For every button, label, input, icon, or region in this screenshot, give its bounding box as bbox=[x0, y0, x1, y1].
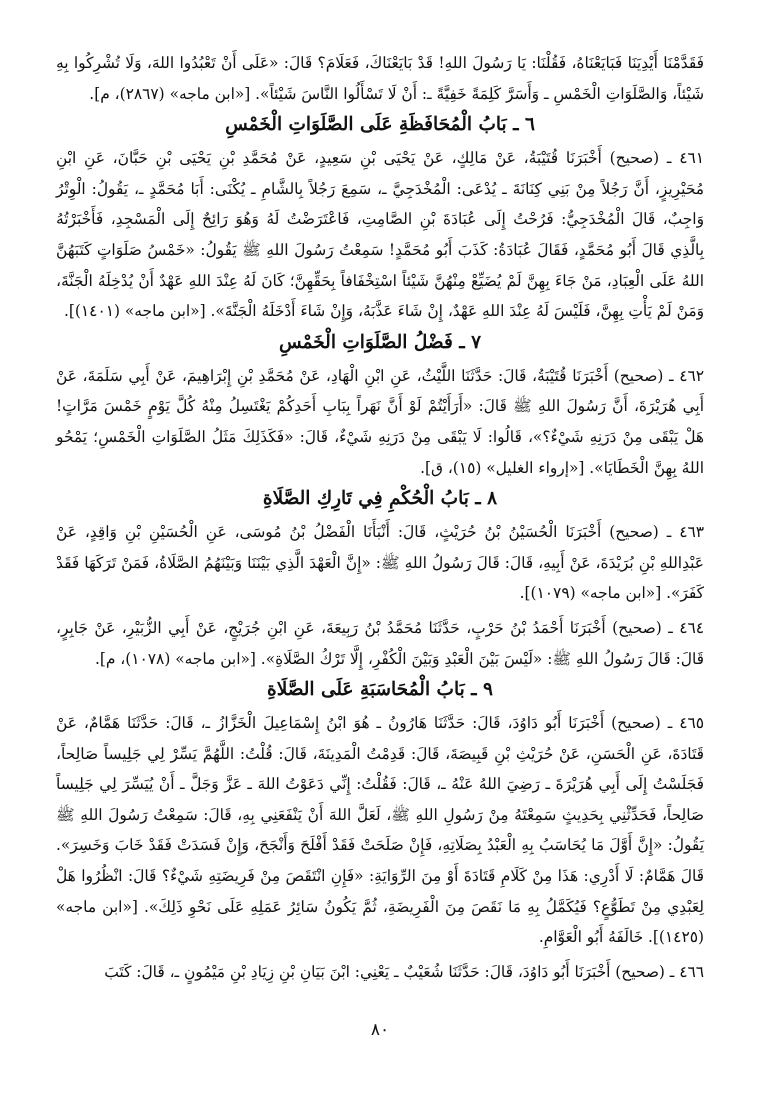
chapter-7-heading: ٧ ـ فَضْلُ الصَّلَوَاتِ الْخَمْسِ bbox=[278, 331, 482, 353]
chapter-8-heading: ٨ ـ بَابُ الْحُكْمِ فِي تَارِكِ الصَّلَاةِ bbox=[262, 488, 498, 510]
text-column bbox=[56, 48, 704, 987]
hadith-464: ٤٦٤ ـ (صحيح) أَخْبَرَنَا أَحْمَدُ بْنُ حَرْبٍ، حَدَّثَنَا مُحَمَّدُ بْنُ رَبِيعَةَ، عَنِ ابْنِ جُرَيْجٍ، عَنْ أَبِي الزُّبَيْرِ، عَنْ جَابِرٍ، قَالَ: قَالَ رَسُولُ اللهِ ﷺ: «لَيْسَ بَيْنَ الْعَبْدِ وَبَيْنَ الْكُفْرِ، إِلَّا تَرْكُ الصَّلَاةِ». [«ابن ماجه» (١٠٧٨)، م]. bbox=[56, 618, 704, 668]
hadith-461: ٤٦١ ـ (صحيح) أَخْبَرَنَا قُتَيْبَةُ، عَنْ مَالِكٍ، عَنْ يَحْيَى بْنِ سَعِيدٍ، عَنْ مُحَمَّدِ بْنِ يَحْيَى بْنِ حَبَّانَ، عَنِ ابْنِ مُحَيْرِيزٍ، أَنَّ رَجُلاً مِنْ بَنِي كِنَانَةَ ـ يُدْعَى: الْمُخْدَجِيَّ ـ، سَمِعَ رَجُلاً بِالشَّامِ ـ يُكْنَى: أَبَا مُحَمَّدٍ ـ، يَقُولُ: الْوِتْرُ وَاجِبٌ، قَالَ الْمُخْدَجِيُّ: فَرُحْتُ إِلَى عُبَادَةَ بْنِ الصَّامِتِ، فَاعْتَرَضْتُ لَهُ وَهُوَ رَائِحٌ إِلَى الْمَسْجِدِ، فَأَخْبَرْتُهُ بِالَّذِي قَالَ أَبُو مُحَمَّدٍ، فَقَالَ عُبَادَةُ: كَذَبَ أَبُو مُحَمَّدٍ! سَمِعْتُ رَسُولَ اللهِ ﷺ يَقُولُ: «خَمْسُ صَلَوَاتٍ كَتَبَهُنَّ اللهُ عَلَى الْعِبَادِ، مَنْ جَاءَ بِهِنَّ لَمْ يُضَيِّعْ مِنْهُنَّ شَيْئاً اسْتِخْفَافاً بِحَقِّهِنَّ؛ كَانَ لَهُ عِنْدَ اللهِ عَهْدٌ أَنْ يُدْخِلَهُ الْجَنَّةَ، وَمَنْ لَمْ يَأْتِ بِهِنَّ، فَلَيْسَ لَهُ عِنْدَ اللهِ عَهْدٌ، إِنْ شَاءَ عَذَّبَهُ، وَإِنْ شَاءَ أَدْخَلَهُ الْجَنَّةَ». [«ابن ماجه» (١٤٠١)]. bbox=[56, 149, 704, 321]
hadith-462: ٤٦٢ ـ (صحيح) أَخْبَرَنَا قُتَيْبَةُ، قَالَ: حَدَّثَنَا اللَّيْثُ، عَنِ ابْنِ الْهَادِ، عَنْ مُحَمَّدِ بْنِ إِبْرَاهِيمَ، عَنْ أَبِي سَلَمَةَ، عَنْ أَبِي هُرَيْرَةَ، أَنَّ رَسُولَ اللهِ ﷺ قَالَ: «أَرَأَيْتُمْ لَوْ أَنَّ نَهَراً بِبَابِ أَحَدِكُمْ يَغْتَسِلُ مِنْهُ كُلَّ يَوْمٍ خَمْسَ مَرَّاتٍ! هَلْ يَبْقَى مِنْ دَرَنِهِ شَيْءٌ؟»، قَالُوا: لَا يَبْقَى مِنْ دَرَنِهِ شَيْءٌ، قَالَ: «فَكَذَلِكَ مَثَلُ الصَّلَوَاتِ الْخَمْسِ؛ يَمْحُو اللهُ بِهِنَّ الْخَطَايَا». [«إرواء الغليل» (١٥)، ق]. bbox=[56, 366, 704, 477]
chapter-9-heading: ٩ ـ بَابُ الْمُحَاسَبَةِ عَلَى الصَّلَاةِ bbox=[267, 679, 493, 701]
hadith-466-start: ٤٦٦ ـ (صحيح) أَخْبَرَنَا أَبُو دَاوُدَ، قَالَ: حَدَّثَنَا شُعَيْبٌ ـ يَعْنِي: ابْنَ بَيَانِ بْنِ زِيَادِ بْنِ مَيْمُونٍ ـ، قَالَ: كَتَبَ bbox=[104, 962, 704, 981]
hadith-465: ٤٦٥ ـ (صحيح) أَخْبَرَنَا أَبُو دَاوُدَ، قَالَ: حَدَّثَنَا هَارُونُ ـ هُوَ ابْنُ إِسْمَاعِيلَ الْخَزَّازُ ـ، قَالَ: حَدَّثَنَا هَمَّامٌ، عَنْ قَتَادَةَ، عَنِ الْحَسَنِ، عَنْ حُرَيْثِ بْنِ قَبِيصَةَ، قَالَ: قَدِمْتُ الْمَدِينَةَ، قَالَ: قُلْتُ: اللَّهُمَّ يَسِّرْ لِي جَلِيساً صَالِحاً، فَجَلَسْتُ إِلَى أَبِي هُرَيْرَةَ ـ رَضِيَ اللهُ عَنْهُ ـ، قَالَ: فَقُلْتُ: إِنِّي دَعَوْتُ اللهَ ـ عَزَّ وَجَلَّ ـ أَنْ يُيَسِّرَ لِي جَلِيساً صَالِحاً، فَحَدِّثْنِي بِحَدِيثٍ سَمِعْتَهُ مِنْ رَسُولِ اللهِ ﷺ، لَعَلَّ اللهَ أَنْ يَنْفَعَنِي بِهِ، قَالَ: سَمِعْتُ رَسُولَ اللهِ ﷺ يَقُولُ: «إِنَّ أَوَّلَ مَا يُحَاسَبُ بِهِ الْعَبْدُ بِصَلَاتِهِ، فَإِنْ صَلَحَتْ فَقَدْ أَفْلَحَ وَأَنْجَحَ، وَإِنْ فَسَدَتْ فَقَدْ خَابَ وَخَسِرَ». قَالَ هَمَّامٌ: لَا أَدْرِي: هَذَا مِنْ كَلَامِ قَتَادَةَ أَوْ مِنَ الرِّوَايَةِ: «فَإِنِ انْتَقَصَ مِنْ فَرِيضَتِهِ شَيْءٌ؟ قَالَ: انْظُرُوا هَلْ لِعَبْدِي مِنْ تَطَوُّعٍ؟ فَيُكَمَّلُ بِهِ مَا نَقَصَ مِنَ الْفَرِيضَةِ، ثُمَّ يَكُونُ سَائِرُ عَمَلِهِ عَلَى نَحْوِ ذَلِكَ». [«ابن ماجه» (١٤٢٥)]. خَالَفَهُ أَبُو الْعَوَّامِ. bbox=[56, 714, 704, 947]
hadith-460-tail: فَقَدَّمْنَا أَيْدِيَنَا فَبَايَعْنَاهُ، فَقُلْنَا: يَا رَسُولَ اللهِ! قَدْ بَايَعْنَاكَ، فَعَلَامَ؟ قَالَ: «عَلَى أَنْ تَعْبُدُوا اللهَ، وَلَا تُشْرِكُوا بِهِ شَيْئاً، وَالصَّلَوَاتِ الْخَمْسِ ـ وَأَسَرَّ كَلِمَةً خَفِيَّةً ـ: أَنْ لَا تَسْأَلُوا النَّاسَ شَيْئاً». [«ابن ماجه» (٢٨٦٧)، م]. bbox=[56, 54, 704, 103]
hadith-463: ٤٦٣ ـ (صحيح) أَخْبَرَنَا الْحُسَيْنُ بْنُ حُرَيْثٍ، قَالَ: أَنْبَأَنَا الْفَضْلُ بْنُ مُوسَى، عَنِ الْحُسَيْنِ بْنِ وَاقِدٍ، عَنْ عَبْدِاللهِ بْنِ بُرَيْدَةَ، عَنْ أَبِيهِ، قَالَ: قَالَ رَسُولُ اللهِ ﷺ: «إِنَّ الْعَهْدَ الَّذِي بَيْنَنَا وَبَيْنَهُمُ الصَّلَاةُ، فَمَنْ تَرَكَهَا فَقَدْ كَفَرَ». [«ابن ماجه» (١٠٧٩)]. bbox=[56, 523, 704, 603]
page-number: ٨٠ bbox=[370, 1020, 390, 1040]
chapter-6-heading: ٦ ـ بَابُ الْمُحَافَظَةِ عَلَى الصَّلَوَاتِ الْخَمْسِ bbox=[225, 114, 535, 136]
